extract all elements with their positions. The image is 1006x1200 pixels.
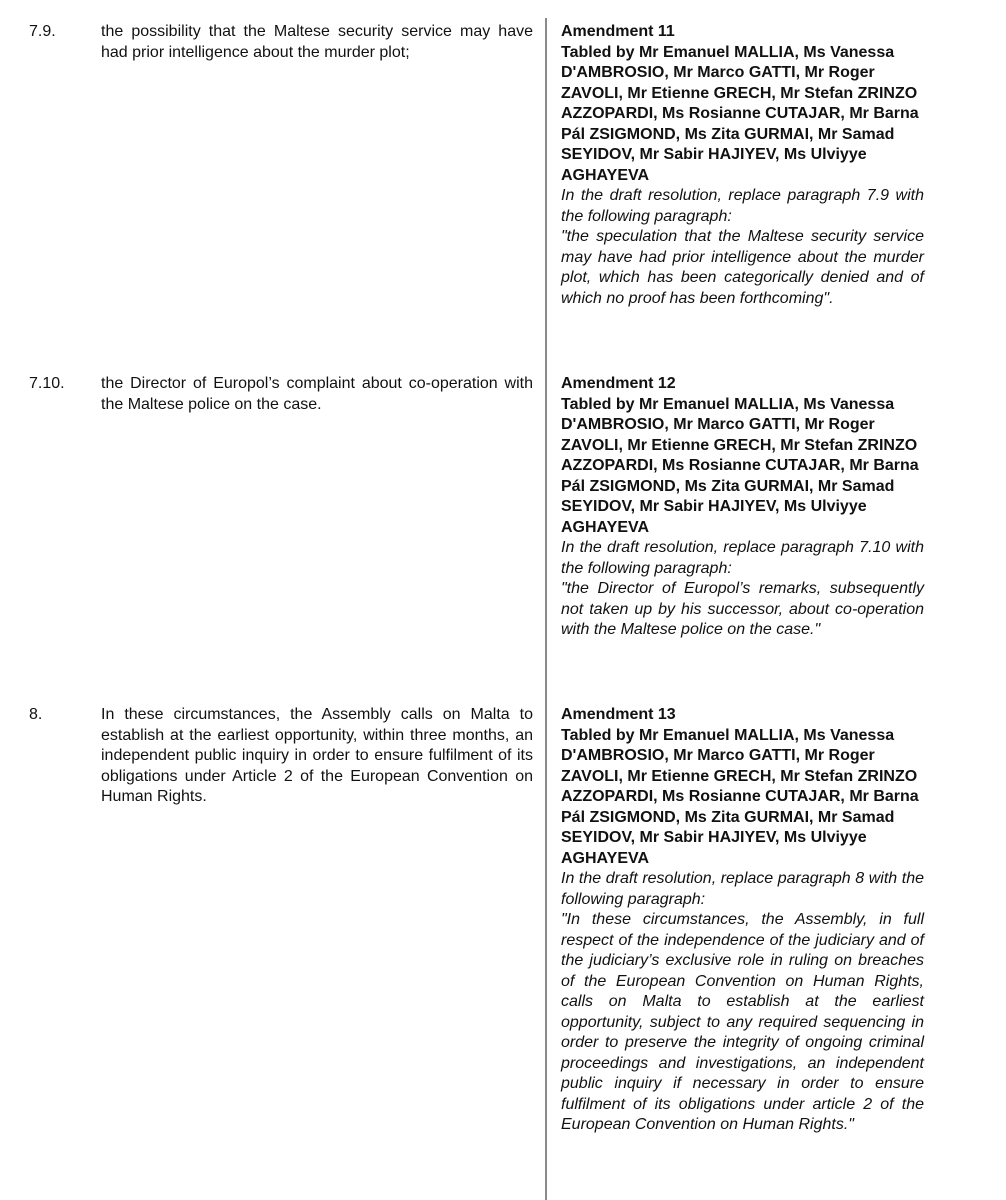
- amendment-instruction: In the draft resolution, replace paragraph 8 with the following paragraph:: [561, 870, 924, 908]
- tabled-by: Tabled by Mr Emanuel MALLIA, Ms Vanessa D'AMBROSIO, Mr Marco GATTI, Mr Roger ZAVOLI, Mr Etienne GRECH, Mr Stefan ZRINZO AZZOPARDI, Ms Rosianne CUTAJAR, Mr Barna Pál ZSIGMOND, Ms Zita GURMAI, Mr Samad SEYIDOV, Mr Sabir HAJIYEV, Ms Ulviyye AGHAYEVA: [561, 395, 919, 536]
- paragraph-text: In these circumstances, the Assembly calls on Malta to establish at the earliest opportunity, within three months, an independent public inquiry in order to ensure fulfilment of its obligations under Article 2 of the European Convention on Human Rights.: [101, 706, 533, 805]
- replacement-text: "In these circumstances, the Assembly, in full respect of the independence of the judiciary and of the judiciary’s exclusive role in ruling on breaches of the European Convention on Human Rights, calls on Malta to establish at the earliest opportunity, subject to any required sequencing in order to preserve the integrity of ongoing criminal proceedings and investigations, an independent public inquiry if necessary in order to ensure fulfilment of its obligations under article 2 of the European Convention on Human Rights.": [561, 911, 924, 1133]
- paragraph-number: 7.9.: [29, 23, 56, 40]
- column-divider: [545, 18, 547, 1200]
- tabled-by: Tabled by Mr Emanuel MALLIA, Ms Vanessa D'AMBROSIO, Mr Marco GATTI, Mr Roger ZAVOLI, Mr Etienne GRECH, Mr Stefan ZRINZO AZZOPARDI, Ms Rosianne CUTAJAR, Mr Barna Pál ZSIGMOND, Ms Zita GURMAI, Mr Samad SEYIDOV, Mr Sabir HAJIYEV, Ms Ulviyye AGHAYEVA: [561, 726, 919, 867]
- paragraph-number: 8.: [29, 706, 43, 723]
- amendment-block: [561, 705, 924, 1136]
- amendment-instruction: In the draft resolution, replace paragraph 7.10 with the following paragraph:: [561, 539, 924, 577]
- amendment-title: Amendment 13: [561, 706, 676, 723]
- replacement-text: "the speculation that the Maltese security service may have had prior intelligence about the murder plot, which has been categorically denied and of which no proof has been forthcoming".: [561, 228, 924, 307]
- amendment-block: [561, 374, 924, 641]
- amendment-block: [561, 22, 924, 309]
- paragraph-text: the Director of Europol’s complaint about co-operation with the Maltese police on the case.: [101, 375, 533, 413]
- amendment-title: Amendment 11: [561, 23, 675, 40]
- paragraph-text: the possibility that the Maltese security service may have had prior intelligence about the murder plot;: [101, 23, 533, 61]
- paragraph-number: 7.10.: [29, 375, 65, 392]
- tabled-by: Tabled by Mr Emanuel MALLIA, Ms Vanessa D'AMBROSIO, Mr Marco GATTI, Mr Roger ZAVOLI, Mr Etienne GRECH, Mr Stefan ZRINZO AZZOPARDI, Ms Rosianne CUTAJAR, Mr Barna Pál ZSIGMOND, Ms Zita GURMAI, Mr Samad SEYIDOV, Mr Sabir HAJIYEV, Ms Ulviyye AGHAYEVA: [561, 43, 919, 184]
- amendment-instruction: In the draft resolution, replace paragraph 7.9 with the following paragraph:: [561, 187, 924, 225]
- amendment-title: Amendment 12: [561, 375, 676, 392]
- replacement-text: "the Director of Europol’s remarks, subsequently not taken up by his successor, about co-operation with the Maltese police on the case.": [561, 580, 924, 638]
